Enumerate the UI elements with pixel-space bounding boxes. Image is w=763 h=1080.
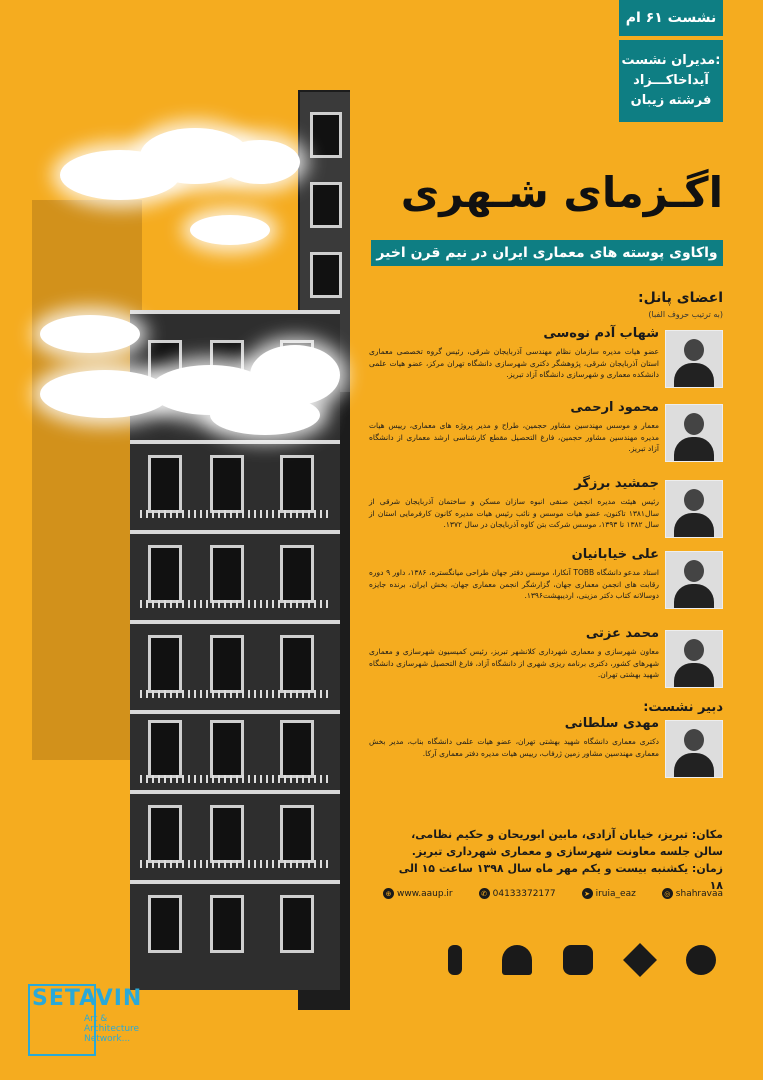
contact-text: iruia_eaz [595,888,636,899]
secretary-name: مهدی سلطانی [564,716,659,731]
telegram-icon: ➤ [582,888,593,899]
member-name: محمد عزتی [585,626,659,641]
member-photo [665,480,723,538]
sponsor-logo-icon [433,940,477,980]
contact-text: 04133372177 [492,888,556,899]
panel-heading: اعضای پانل: [638,290,723,306]
manager-name: فرشته زیبان [630,93,712,108]
member-name: علی خیابانیان [571,547,659,562]
secretary [369,716,723,780]
contact-web[interactable] [383,888,453,899]
contact-telegram[interactable] [582,888,636,899]
member-bio: رئیس هیئت مدیره انجمن صنفی انبوه سازان مسکن و ساختمان آذربایجان شرقی از سال۱۳۸۱ تاکنون، عضو هیات موسس و نائب رئیس هیات مدیره کانون کارفرمایی استان از سال ۱۳۸۲ تا ۱۳۹۳، موسس شرکت بتن کاوه آذربایجان در سال ۱۳۷۲. [369,497,659,529]
member-photo [665,551,723,609]
session-number: نشست ۶۱ ام [619,0,723,36]
web-icon: ⊕ [383,888,394,899]
panel-member [369,400,723,464]
sponsor-logo-icon [556,940,600,980]
event-title: اگـزمای شـهری [400,168,723,217]
contact-text: shahravaa [675,888,723,899]
manager-name: آیداخاکـــزاد [633,73,709,88]
watermark-tagline: Art & Architecture Network... [84,1014,140,1044]
panel-member [369,626,723,690]
member-bio: معاون شهرسازی و معماری شهرداری کلانشهر تبریز، رئیس کمیسیون شهرسازی و معماری شهرهای کشور، دکتری برنامه ریزی شهری از دانشگاه آزاد، فارغ التحصیل شهرسازی دانشگاه شهید بهشتی تهران. [369,647,659,679]
sponsor-logos [433,938,723,982]
secretary-heading: دبیر نشست: [643,700,723,715]
contacts-row [383,888,723,899]
contact-whatsapp[interactable] [479,888,556,899]
member-photo [665,330,723,388]
hall: سالن جلسه معاونت شهرسازی و معماری شهرداری تبریز. [411,845,723,858]
event-info [383,826,723,894]
panel-member [369,326,723,390]
session-managers [619,40,723,122]
building-shadow [32,200,142,760]
watermark-word: SETAVIN [32,986,143,1011]
secretary-bio: دکتری معماری دانشگاه شهید بهشتی تهران، عضو هیات علمی دانشگاه بناب، مدیر بخش معماری مهندسین مشاور زمین ژرفاب، رییس هیات مدیره دفتر معماری آرکا. [369,737,659,758]
member-bio: معمار و موسس مهندسین مشاور حجمین، طراح و مدیر پروژه های معماری، رییس هیات مدیره مهندسین مشاور حجمین، فارغ التحصیل مقطع کارشناسی ارشد معماری از دانشگاه آزاد تبریز. [369,421,659,453]
sponsor-logo-icon [495,940,539,980]
member-name: شهاب آدم نوه‌سی [543,326,659,341]
secretary-photo [665,720,723,778]
panel-member [369,547,723,611]
panel-note: (به ترتیب حروف الفبا) [648,310,723,319]
contact-text: www.aaup.ir [397,888,453,899]
sponsor-logo-icon [618,940,662,980]
instagram-icon: ◎ [662,888,673,899]
member-photo [665,630,723,688]
contact-instagram[interactable] [662,888,723,899]
member-name: محمود ارحمی [570,400,659,415]
location: مکان: تبریز، خیابان آزادی، مابین ابوریحان و حکیم نظامی، [411,828,723,841]
time: زمان: یکشنبه بیست و یکم مهر ماه سال ۱۳۹۸ ساعت ۱۵ الی ۱۸ [398,862,723,892]
setavin-watermark [28,984,178,1054]
member-name: جمشید برزگر [574,476,659,491]
member-bio: استاد مدعو دانشگاه TOBB آنکارا، موسس دفتر جهان طراحی میانگستره، ۱۳۸۶، داور ۹ دوره رقابت های انجمن معماری جهان، گزارشگر انجمن معماری جهان، بخش ایران، برنده جایزه دوسالانه کتاب دکتر مزینی، اردیبهشت۱۳۹۶. [369,568,659,600]
whatsapp-icon: ✆ [479,888,490,899]
panel-member [369,476,723,540]
member-photo [665,404,723,462]
managers-heading: مدیران نشست: [621,53,721,68]
member-bio: عضو هیات مدیره سازمان نظام مهندسی آذربایجان شرقی، رئیس گروه تخصصی معماری استان آذربایجان شرقی، پژوهشگر دکتری شهرسازی دانشگاه تهران مرکز، عضو هیات علمی دانشکده معماری و شهرسازی دانشگاه آزاد تبریز. [369,347,659,379]
sponsor-logo-icon [679,940,723,980]
event-subtitle: واکاوی پوسته های معماری ایران در نیم قرن اخیر [371,240,723,266]
